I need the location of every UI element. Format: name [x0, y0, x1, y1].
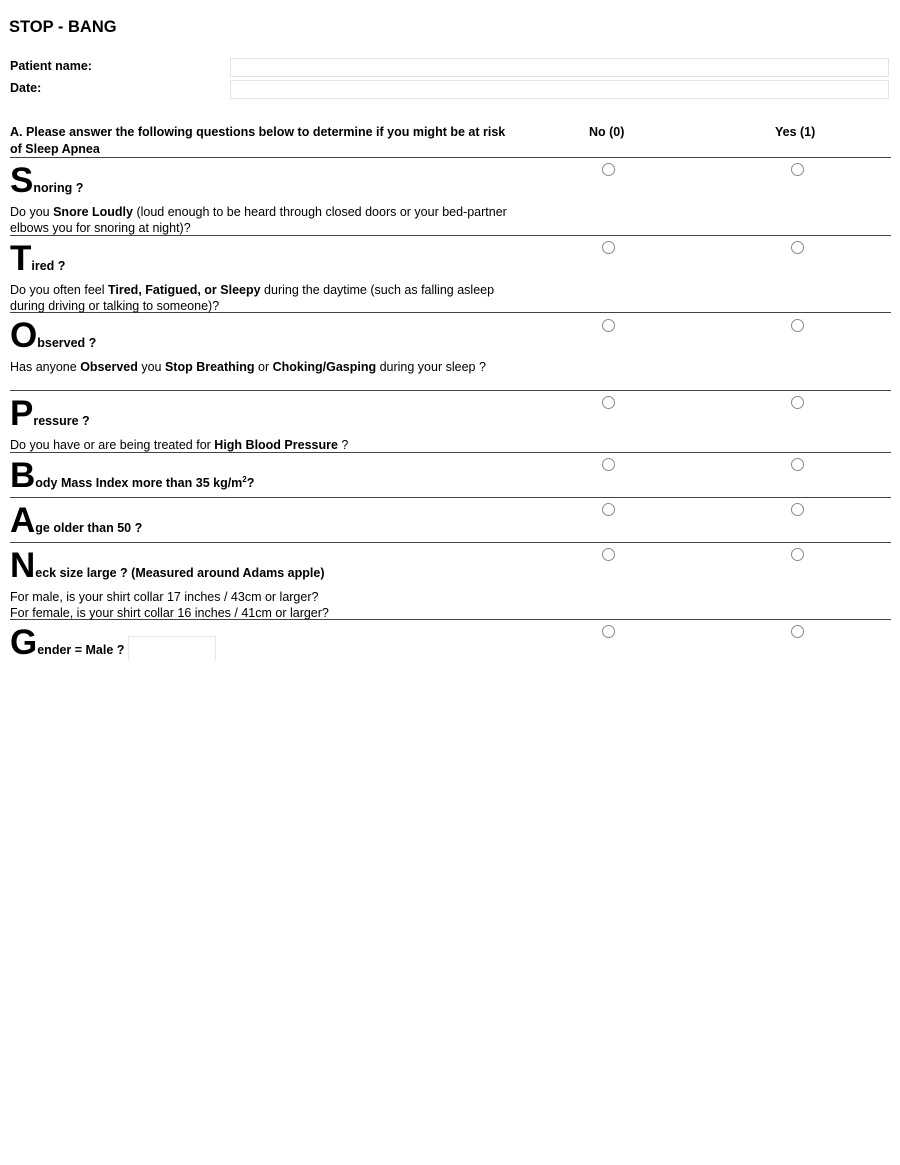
- question-title: eck size large ? (Measured around Adams apple): [35, 566, 325, 580]
- snoring-no-radio[interactable]: [602, 163, 615, 176]
- tired-yes-radio[interactable]: [791, 241, 804, 254]
- question-neck: [10, 548, 890, 621]
- neck-no-radio[interactable]: [602, 548, 615, 561]
- question-pressure: [10, 396, 890, 453]
- question-description: Do you Snore Loudly (loud enough to be heard through closed doors or your bed-partner elbows you for snoring at night)?: [10, 205, 507, 235]
- gender-input[interactable]: [128, 636, 216, 660]
- question-title: ge older than 50 ?: [35, 521, 143, 535]
- date-label: Date:: [10, 81, 42, 95]
- question-tired: [10, 241, 890, 314]
- section-a-heading: A. Please answer the following questions below to determine if you might be at risk of Sleep Apnea: [10, 125, 506, 156]
- question-description: For male, is your shirt collar 17 inches / 43cm or larger? For female, is your shirt collar 16 inches / 41cm or larger?: [10, 590, 329, 620]
- pressure-no-radio[interactable]: [602, 396, 615, 409]
- question-letter: T: [10, 239, 31, 278]
- question-description: Has anyone Observed you Stop Breathing or Choking/Gasping during your sleep ?: [10, 360, 486, 374]
- question-letter: P: [10, 394, 33, 433]
- age-no-radio[interactable]: [602, 503, 615, 516]
- question-snoring: [10, 163, 890, 236]
- age-yes-radio[interactable]: [791, 503, 804, 516]
- bmi-yes-radio[interactable]: [791, 458, 804, 471]
- divider: [10, 157, 891, 158]
- gender-yes-radio[interactable]: [791, 625, 804, 638]
- patient-name-field[interactable]: [230, 58, 889, 77]
- column-header-yes: Yes (1): [775, 125, 816, 139]
- question-description: Do you often feel Tired, Fatigued, or Sleepy during the daytime (such as falling asleep during driving or talking to someone)?: [10, 283, 495, 313]
- date-field[interactable]: [230, 80, 889, 99]
- question-bmi: [10, 458, 890, 493]
- question-title: ressure ?: [33, 414, 90, 428]
- column-header-no: No (0): [589, 125, 625, 139]
- observed-yes-radio[interactable]: [791, 319, 804, 332]
- bmi-no-radio[interactable]: [602, 458, 615, 471]
- divider: [10, 390, 891, 391]
- pressure-yes-radio[interactable]: [791, 396, 804, 409]
- question-title: ody Mass Index more than 35 $kg/m^2$?: [35, 474, 255, 490]
- question-description: Do you have or are being treated for High Blood Pressure ?: [10, 438, 349, 452]
- neck-yes-radio[interactable]: [791, 548, 804, 561]
- form-title: STOP - BANG: [9, 18, 117, 36]
- question-gender: [10, 625, 890, 660]
- question-title: ender = Male ?: [37, 643, 125, 657]
- question-letter: S: [10, 161, 33, 200]
- question-age: [10, 503, 890, 538]
- question-letter: O: [10, 316, 37, 355]
- observed-no-radio[interactable]: [602, 319, 615, 332]
- question-letter: N: [10, 546, 35, 585]
- question-letter: A: [10, 501, 35, 540]
- tired-no-radio[interactable]: [602, 241, 615, 254]
- snoring-yes-radio[interactable]: [791, 163, 804, 176]
- question-letter: B: [10, 456, 35, 495]
- question-title: noring ?: [33, 181, 84, 195]
- divider: [10, 542, 891, 543]
- patient-name-label: Patient name:: [10, 59, 92, 73]
- gender-no-radio[interactable]: [602, 625, 615, 638]
- divider: [10, 497, 891, 498]
- question-observed: [10, 318, 890, 375]
- question-letter: G: [10, 623, 37, 662]
- question-title: ired ?: [31, 259, 66, 273]
- question-title: bserved ?: [37, 336, 97, 350]
